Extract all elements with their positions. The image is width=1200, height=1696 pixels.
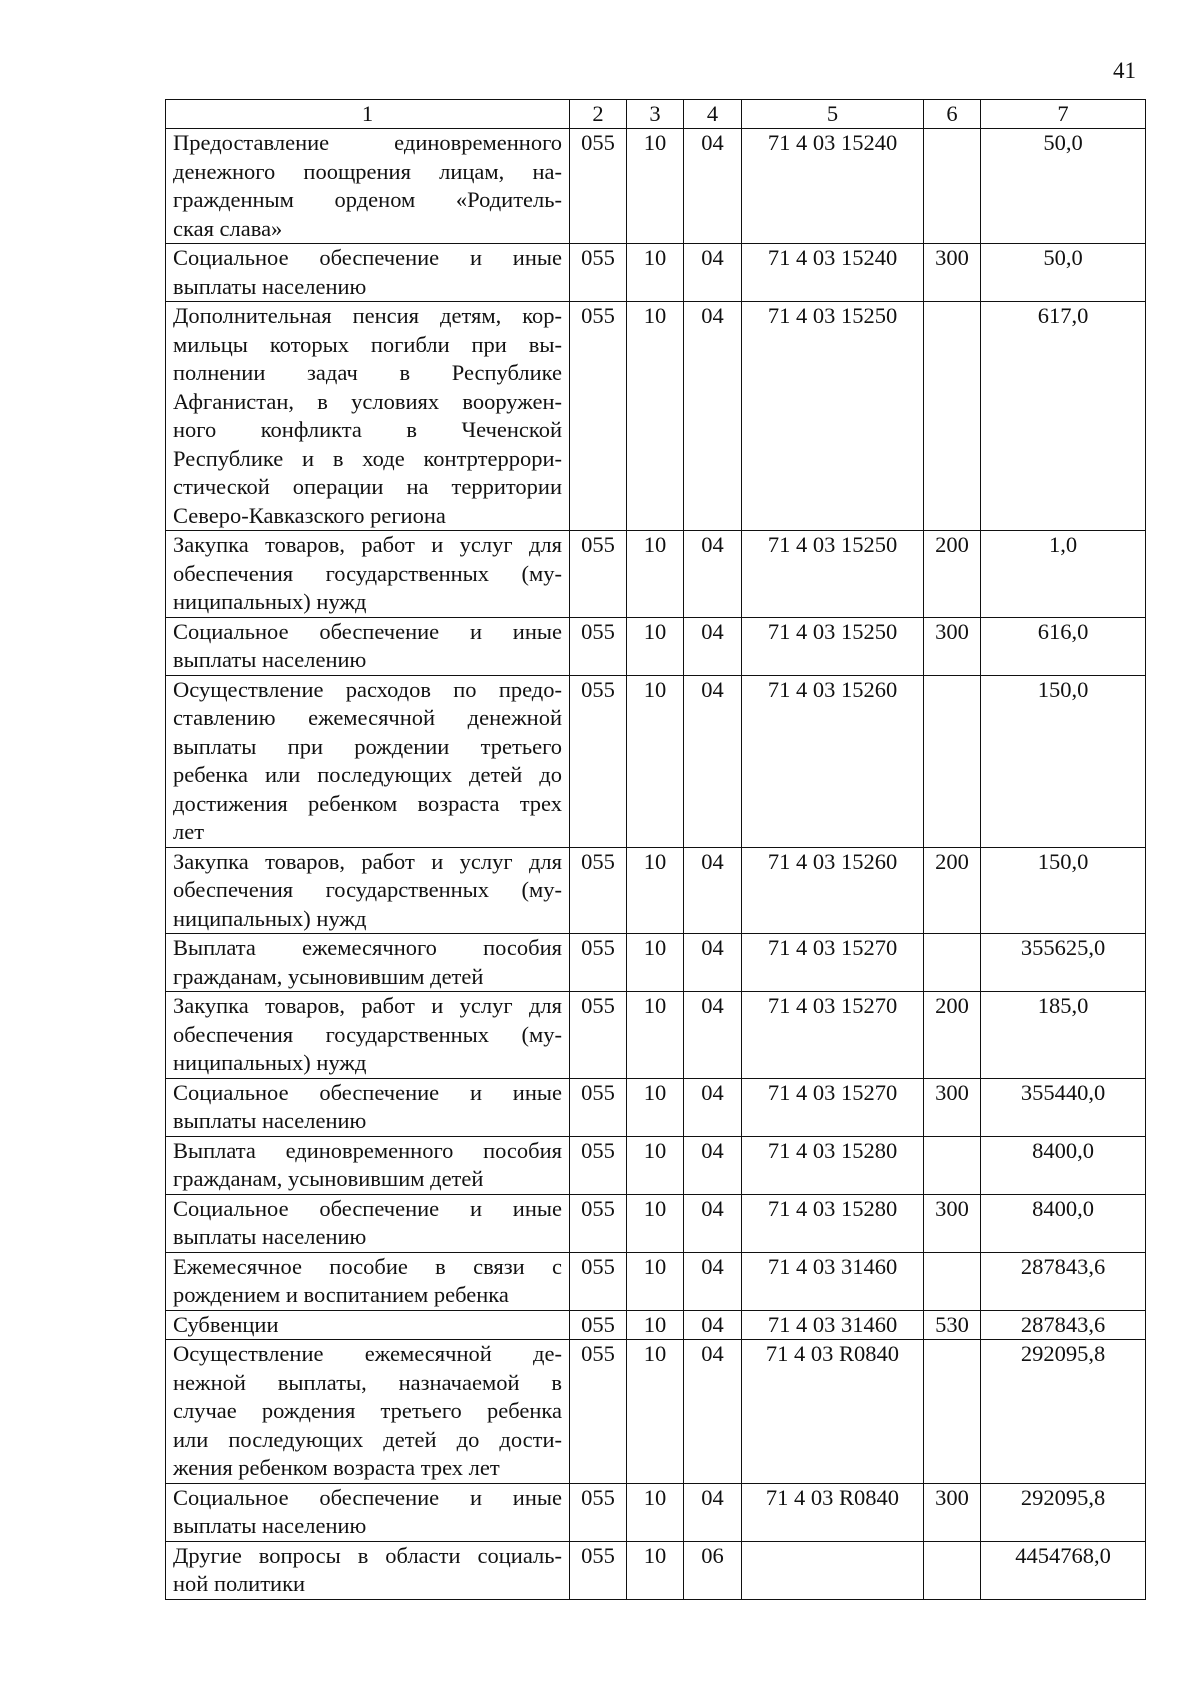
row-name-line: лет [173, 819, 205, 844]
table-row [166, 1483, 1146, 1541]
target-article-cell: 71 4 03 31460 [742, 1310, 924, 1340]
page-number: 41 [1113, 58, 1136, 83]
row-name-line: Ежемесячное пособие в связи с [173, 1253, 562, 1279]
row-name-line: Другие вопросы в области социаль- [173, 1542, 562, 1568]
section-cell: 10 [627, 1340, 684, 1484]
row-name-line: Афганистан, в условиях вооружен- [173, 388, 562, 414]
column-header-5: 5 [742, 100, 924, 129]
expense-type-cell [924, 1340, 981, 1484]
row-name-line: денежного поощрения лицам, на- [173, 158, 562, 184]
expense-type-cell [924, 302, 981, 531]
column-header-6: 6 [924, 100, 981, 129]
expense-type-cell: 300 [924, 1194, 981, 1252]
table-row [166, 1252, 1146, 1310]
admin-code-cell: 055 [570, 934, 627, 992]
row-name-cell [166, 847, 570, 934]
section-cell: 10 [627, 1078, 684, 1136]
table-row [166, 1194, 1146, 1252]
section-cell: 10 [627, 1483, 684, 1541]
row-name-cell [166, 129, 570, 244]
table-row [166, 1078, 1146, 1136]
subsection-cell: 04 [684, 675, 742, 847]
row-name-cell [166, 1340, 570, 1484]
admin-code-cell: 055 [570, 1340, 627, 1484]
row-name-cell [166, 531, 570, 618]
table-row [166, 934, 1146, 992]
amount-cell: 150,0 [981, 847, 1146, 934]
amount-cell: 185,0 [981, 992, 1146, 1079]
row-name-line: жения ребенком возраста трех лет [173, 1455, 500, 1480]
target-article-cell: 71 4 03 R0840 [742, 1340, 924, 1484]
row-name-line: достижения ребенком возраста трех [173, 790, 562, 816]
section-cell: 10 [627, 1541, 684, 1599]
target-article-cell: 71 4 03 15270 [742, 934, 924, 992]
section-cell: 10 [627, 1252, 684, 1310]
row-name-line: Осуществление ежемесячной де- [173, 1341, 562, 1366]
amount-cell: 8400,0 [981, 1136, 1146, 1194]
amount-cell: 292095,8 [981, 1340, 1146, 1484]
row-name-line: ребенка или последующих детей до [173, 762, 562, 787]
row-name-line: Закупка товаров, работ и услуг для [173, 993, 562, 1018]
row-name-cell [166, 1078, 570, 1136]
target-article-cell: 71 4 03 15240 [742, 244, 924, 302]
row-name-line: Дополнительная пенсия детям, кор- [173, 303, 562, 328]
row-name-cell [166, 244, 570, 302]
row-name-line: Предоставление единовременного [173, 130, 562, 155]
table-row [166, 1340, 1146, 1484]
target-article-cell: 71 4 03 15260 [742, 847, 924, 934]
row-name-cell [166, 1136, 570, 1194]
row-name-line: обеспечения государственных (му- [173, 877, 562, 902]
admin-code-cell: 055 [570, 1194, 627, 1252]
admin-code-cell: 055 [570, 1252, 627, 1310]
table-row [166, 531, 1146, 618]
target-article-cell: 71 4 03 R0840 [742, 1483, 924, 1541]
section-cell: 10 [627, 302, 684, 531]
expense-type-cell [924, 675, 981, 847]
row-name-line: выплаты населению [173, 647, 367, 672]
expense-type-cell: 530 [924, 1310, 981, 1340]
row-name-line: рождением и воспитанием ребенка [173, 1282, 509, 1307]
row-name-line: Республике и в ходе контртеррори- [173, 445, 562, 471]
row-name-line: гражденным орденом «Родитель- [173, 187, 562, 212]
section-cell: 10 [627, 244, 684, 302]
amount-cell: 50,0 [981, 129, 1146, 244]
admin-code-cell: 055 [570, 617, 627, 675]
expense-type-cell [924, 1252, 981, 1310]
expense-type-cell: 300 [924, 1078, 981, 1136]
subsection-cell: 04 [684, 129, 742, 244]
row-name-line: Субвенции [173, 1311, 279, 1337]
row-name-line: Социальное обеспечение и иные [173, 618, 562, 644]
row-name-line: гражданам, усыновившим детей [173, 963, 484, 989]
table-row [166, 617, 1146, 675]
subsection-cell: 04 [684, 992, 742, 1079]
row-name-line: Осуществление расходов по предо- [173, 676, 562, 702]
subsection-cell: 06 [684, 1541, 742, 1599]
target-article-cell: 71 4 03 15270 [742, 1078, 924, 1136]
row-name-line: мильцы которых погибли при вы- [173, 331, 562, 357]
row-name-line: Закупка товаров, работ и услуг для [173, 532, 562, 557]
amount-cell: 287843,6 [981, 1252, 1146, 1310]
subsection-cell: 04 [684, 1194, 742, 1252]
target-article-cell: 71 4 03 31460 [742, 1252, 924, 1310]
subsection-cell: 04 [684, 1078, 742, 1136]
admin-code-cell: 055 [570, 992, 627, 1079]
amount-cell: 1,0 [981, 531, 1146, 618]
target-article-cell: 71 4 03 15280 [742, 1136, 924, 1194]
row-name-line: выплаты населению [173, 1108, 367, 1133]
row-name-line: ниципальных) нужд [173, 589, 367, 614]
admin-code-cell: 055 [570, 531, 627, 618]
row-name-line: выплаты населению [173, 1224, 367, 1249]
amount-cell: 287843,6 [981, 1310, 1146, 1340]
row-name-line: или последующих детей до дости- [173, 1426, 562, 1452]
amount-cell: 355625,0 [981, 934, 1146, 992]
target-article-cell: 71 4 03 15280 [742, 1194, 924, 1252]
row-name-cell [166, 1541, 570, 1599]
admin-code-cell: 055 [570, 1136, 627, 1194]
table-row [166, 244, 1146, 302]
admin-code-cell: 055 [570, 1310, 627, 1340]
amount-cell: 4454768,0 [981, 1541, 1146, 1599]
header-row [166, 100, 1146, 129]
column-header-4: 4 [684, 100, 742, 129]
subsection-cell: 04 [684, 847, 742, 934]
amount-cell: 355440,0 [981, 1078, 1146, 1136]
section-cell: 10 [627, 934, 684, 992]
section-cell: 10 [627, 617, 684, 675]
admin-code-cell: 055 [570, 129, 627, 244]
row-name-line: ставлению ежемесячной денежной [173, 705, 562, 730]
subsection-cell: 04 [684, 934, 742, 992]
admin-code-cell: 055 [570, 675, 627, 847]
admin-code-cell: 055 [570, 1483, 627, 1541]
target-article-cell: 71 4 03 15250 [742, 302, 924, 531]
row-name-cell [166, 1310, 570, 1340]
table-row [166, 992, 1146, 1079]
amount-cell: 616,0 [981, 617, 1146, 675]
section-cell: 10 [627, 1310, 684, 1340]
section-cell: 10 [627, 129, 684, 244]
target-article-cell [742, 1541, 924, 1599]
row-name-cell [166, 934, 570, 992]
row-name-line: ниципальных) нужд [173, 1050, 367, 1075]
target-article-cell: 71 4 03 15260 [742, 675, 924, 847]
subsection-cell: 04 [684, 1483, 742, 1541]
row-name-cell [166, 1252, 570, 1310]
expense-type-cell: 200 [924, 531, 981, 618]
row-name-line: Социальное обеспечение и иные [173, 245, 562, 270]
target-article-cell: 71 4 03 15250 [742, 531, 924, 618]
budget-table [165, 99, 1146, 1600]
subsection-cell: 04 [684, 1136, 742, 1194]
section-cell: 10 [627, 847, 684, 934]
row-name-line: Закупка товаров, работ и услуг для [173, 848, 562, 874]
amount-cell: 50,0 [981, 244, 1146, 302]
subsection-cell: 04 [684, 244, 742, 302]
expense-type-cell [924, 934, 981, 992]
admin-code-cell: 055 [570, 244, 627, 302]
admin-code-cell: 055 [570, 1078, 627, 1136]
section-cell: 10 [627, 531, 684, 618]
row-name-line: выплаты населению [173, 1513, 367, 1538]
expense-type-cell: 200 [924, 992, 981, 1079]
row-name-cell [166, 617, 570, 675]
subsection-cell: 04 [684, 1310, 742, 1340]
row-name-line: ной политики [173, 1571, 306, 1596]
table-row [166, 129, 1146, 244]
subsection-cell: 04 [684, 617, 742, 675]
amount-cell: 150,0 [981, 675, 1146, 847]
amount-cell: 617,0 [981, 302, 1146, 531]
admin-code-cell: 055 [570, 847, 627, 934]
row-name-line: случае рождения третьего ребенка [173, 1398, 562, 1423]
row-name-cell [166, 675, 570, 847]
target-article-cell: 71 4 03 15240 [742, 129, 924, 244]
column-header-2: 2 [570, 100, 627, 129]
amount-cell: 292095,8 [981, 1483, 1146, 1541]
expense-type-cell: 200 [924, 847, 981, 934]
amount-cell: 8400,0 [981, 1194, 1146, 1252]
subsection-cell: 04 [684, 1340, 742, 1484]
expense-type-cell [924, 129, 981, 244]
row-name-cell [166, 302, 570, 531]
expense-type-cell [924, 1541, 981, 1599]
row-name-line: нежной выплаты, назначаемой в [173, 1369, 562, 1395]
table-body [166, 129, 1146, 1600]
section-cell: 10 [627, 675, 684, 847]
row-name-line: Выплата единовременного пособия [173, 1137, 562, 1163]
section-cell: 10 [627, 992, 684, 1079]
row-name-line: Северо-Кавказского региона [173, 502, 446, 528]
row-name-line: обеспечения государственных (му- [173, 1021, 562, 1047]
row-name-line: выплаты при рождении третьего [173, 733, 562, 759]
admin-code-cell: 055 [570, 1541, 627, 1599]
table-row [166, 302, 1146, 531]
column-header-7: 7 [981, 100, 1146, 129]
subsection-cell: 04 [684, 1252, 742, 1310]
row-name-line: выплаты населению [173, 273, 367, 299]
row-name-line: ская слава» [173, 215, 283, 241]
column-header-3: 3 [627, 100, 684, 129]
row-name-cell [166, 992, 570, 1079]
row-name-line: Выплата ежемесячного пособия [173, 935, 562, 960]
row-name-line: гражданам, усыновившим детей [173, 1166, 484, 1191]
expense-type-cell [924, 1136, 981, 1194]
expense-type-cell: 300 [924, 244, 981, 302]
target-article-cell: 71 4 03 15250 [742, 617, 924, 675]
table-row [166, 675, 1146, 847]
expense-type-cell: 300 [924, 617, 981, 675]
row-name-line: стической операции на территории [173, 474, 562, 499]
target-article-cell: 71 4 03 15270 [742, 992, 924, 1079]
column-header-1: 1 [166, 100, 570, 129]
table-row [166, 1136, 1146, 1194]
row-name-line: полнении задач в Республике [173, 360, 562, 385]
table-row [166, 1310, 1146, 1340]
subsection-cell: 04 [684, 531, 742, 618]
row-name-line: Социальное обеспечение и иные [173, 1484, 562, 1510]
table-row [166, 1541, 1146, 1599]
row-name-cell [166, 1483, 570, 1541]
section-cell: 10 [627, 1194, 684, 1252]
admin-code-cell: 055 [570, 302, 627, 531]
row-name-cell [166, 1194, 570, 1252]
row-name-line: Социальное обеспечение и иные [173, 1079, 562, 1105]
row-name-line: ного конфликта в Чеченской [173, 417, 562, 442]
section-cell: 10 [627, 1136, 684, 1194]
expense-type-cell: 300 [924, 1483, 981, 1541]
row-name-line: Социальное обеспечение и иные [173, 1195, 562, 1221]
table-row [166, 847, 1146, 934]
subsection-cell: 04 [684, 302, 742, 531]
row-name-line: обеспечения государственных (му- [173, 560, 562, 586]
row-name-line: ниципальных) нужд [173, 905, 367, 931]
